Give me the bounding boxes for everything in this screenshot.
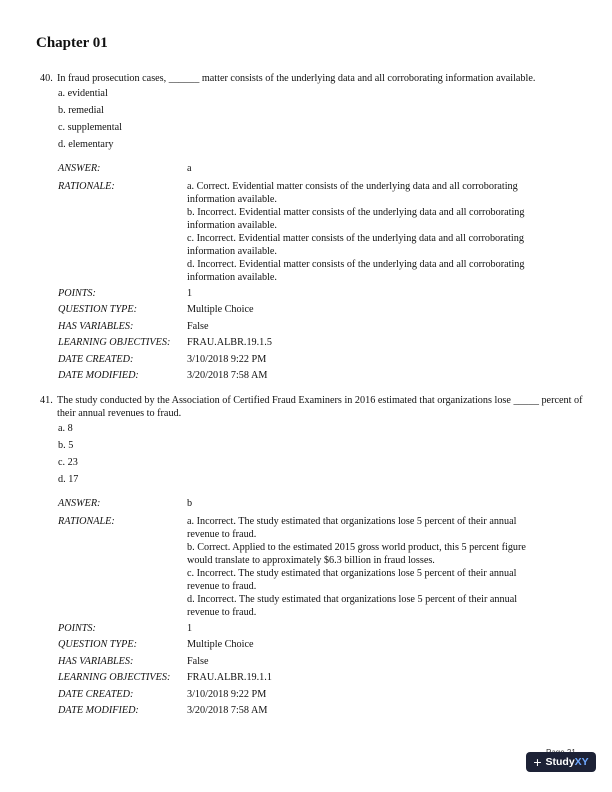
question-stem — [40, 72, 585, 85]
rationale-row — [58, 515, 585, 619]
answer-label: ANSWER: — [58, 163, 101, 174]
has-variables-label: HAS VARIABLES: — [58, 655, 134, 667]
learning-objectives-label: LEARNING OBJECTIVES: — [58, 672, 171, 683]
rationale-line: b. Correct. Applied to the estimated 2015 gross world product, this 5 percent figure — [187, 541, 526, 553]
points-value: 1 — [187, 622, 193, 634]
question-40 — [40, 72, 585, 385]
points-row — [58, 286, 585, 303]
date-modified-value: 3/20/2018 7:58 AM — [187, 705, 268, 716]
studyxy-badge[interactable] — [526, 752, 596, 772]
rationale-line: d. Incorrect. The study estimated that organizations lose 5 percent of their annual — [187, 593, 518, 605]
option: c. supplemental — [58, 122, 122, 133]
has-variables-value: False — [187, 655, 209, 667]
date-modified-row — [58, 368, 585, 385]
rationale-line: revenue to fraud. — [187, 528, 257, 540]
rationale-line: a. Correct. Evidential matter consists of the underlying data and all corroborating — [187, 180, 518, 192]
learning-objectives-label: LEARNING OBJECTIVES: — [58, 337, 171, 348]
rationale-line: would translate to approximately $6.3 billion in fraud losses. — [187, 554, 435, 566]
plus-icon: + — [533, 754, 542, 770]
answer-row — [58, 161, 585, 178]
has-variables-value: False — [187, 320, 209, 332]
option: a. evidential — [58, 88, 108, 99]
answer-metadata — [58, 496, 585, 720]
question-type-label: QUESTION TYPE: — [58, 639, 137, 650]
points-value: 1 — [187, 287, 193, 299]
answer-value: b — [187, 498, 193, 509]
option: c. 23 — [58, 457, 78, 468]
question-type-label: QUESTION TYPE: — [58, 304, 137, 315]
learning-objectives-value: FRAU.ALBR.19.1.5 — [187, 337, 272, 348]
option: b. remedial — [58, 105, 104, 116]
date-created-row — [58, 687, 585, 704]
question-text: In fraud prosecution cases, ______ matter consists of the underlying data and all corroborating information available. — [57, 73, 536, 84]
options-list — [58, 420, 585, 488]
question-text: The study conducted by the Association of Certified Fraud Examiners in 2016 estimated that organizations lose _____ percent of their annual revenues to fraud. — [57, 395, 583, 419]
rationale-value — [187, 180, 585, 284]
points-label: POINTS: — [58, 287, 96, 299]
rationale-line: c. Incorrect. Evidential matter consists of the underlying data and all corroborating — [187, 232, 524, 244]
options-list — [58, 85, 585, 153]
option: a. 8 — [58, 423, 73, 434]
question-type-row — [58, 302, 585, 319]
question-41 — [40, 394, 585, 720]
has-variables-row — [58, 319, 585, 336]
date-created-value: 3/10/2018 9:22 PM — [187, 353, 267, 365]
learning-objectives-row — [58, 335, 585, 352]
option: b. 5 — [58, 440, 74, 451]
question-number: 40. — [40, 73, 53, 84]
rationale-row — [58, 180, 585, 284]
date-created-value: 3/10/2018 9:22 PM — [187, 688, 267, 700]
rationale-line: a. Incorrect. The study estimated that organizations lose 5 percent of their annual — [187, 515, 517, 527]
answer-label: ANSWER: — [58, 498, 101, 509]
date-modified-value: 3/20/2018 7:58 AM — [187, 370, 268, 381]
rationale-line: c. Incorrect. The study estimated that organizations lose 5 percent of their annual — [187, 567, 517, 579]
date-created-label: DATE CREATED: — [58, 353, 134, 365]
badge-label: StudyXY — [545, 756, 589, 768]
rationale-line: information available. — [187, 245, 277, 257]
date-created-row — [58, 352, 585, 369]
rationale-line: revenue to fraud. — [187, 606, 257, 618]
date-modified-label: DATE MODIFIED: — [58, 370, 139, 381]
rationale-label: RATIONALE: — [58, 515, 115, 527]
points-row — [58, 621, 585, 638]
page-title: Chapter 01 — [36, 35, 108, 51]
rationale-line: revenue to fraud. — [187, 580, 257, 592]
question-stem — [40, 394, 585, 420]
date-modified-row — [58, 703, 585, 720]
question-type-value: Multiple Choice — [187, 639, 254, 650]
points-label: POINTS: — [58, 622, 96, 634]
has-variables-row — [58, 654, 585, 671]
learning-objectives-row — [58, 670, 585, 687]
rationale-line: d. Incorrect. Evidential matter consists of the underlying data and all corroborating — [187, 258, 525, 270]
rationale-line: information available. — [187, 219, 277, 231]
has-variables-label: HAS VARIABLES: — [58, 320, 134, 332]
answer-metadata — [58, 161, 585, 385]
rationale-line: information available. — [187, 271, 277, 283]
question-number: 41. — [40, 395, 53, 406]
rationale-line: b. Incorrect. Evidential matter consists of the underlying data and all corroborating — [187, 206, 525, 218]
answer-value: a — [187, 163, 192, 174]
question-type-row — [58, 637, 585, 654]
learning-objectives-value: FRAU.ALBR.19.1.1 — [187, 672, 272, 683]
rationale-line: information available. — [187, 193, 277, 205]
answer-row — [58, 496, 585, 513]
question-type-value: Multiple Choice — [187, 304, 254, 315]
option: d. elementary — [58, 139, 114, 150]
rationale-label: RATIONALE: — [58, 180, 115, 192]
rationale-value — [187, 515, 585, 619]
date-modified-label: DATE MODIFIED: — [58, 705, 139, 716]
option: d. 17 — [58, 474, 79, 485]
date-created-label: DATE CREATED: — [58, 688, 134, 700]
